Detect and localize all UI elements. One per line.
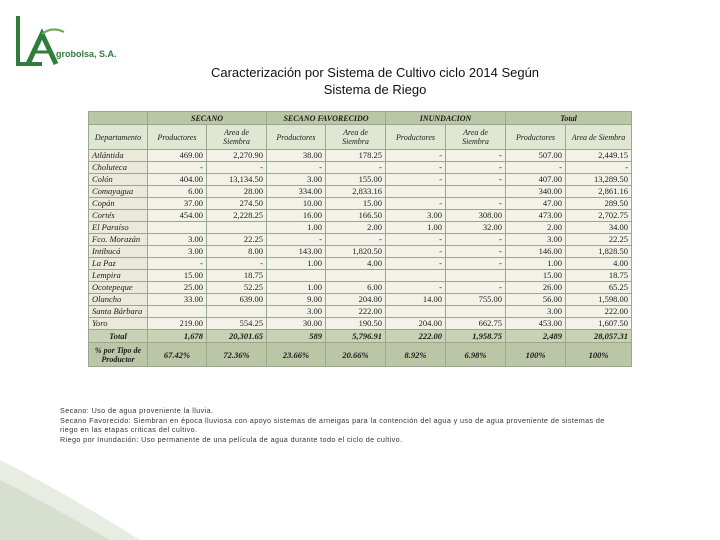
department-name: Ocotepeque [89,282,148,294]
table-cell: 38.00 [267,150,326,162]
table-cell: 22.25 [207,234,267,246]
column-header: Productores [148,125,207,150]
table-cell: 190.50 [326,318,386,330]
percentage-cell: 20.66% [326,343,386,367]
total-cell: 2,489 [506,330,566,343]
table-cell: - [267,162,326,174]
table-cell: 65.25 [566,282,632,294]
group-header-blank [89,112,148,125]
percentage-label: % por Tipo de Productor [89,343,148,367]
table-cell: 6.00 [326,282,386,294]
table-cell: 404.00 [148,174,207,186]
note-secano-favorecido: Secano Favorecido: Siembran en época lluviosa con apoyo sistemas de arneigas para la contención del agua y uso de agua proveniente de sistemas de riego en las etapas criticas del cultivo. [60,415,605,435]
table-cell: 507.00 [506,150,566,162]
page-title [150,64,600,98]
table-cell: 37.00 [148,198,207,210]
table-cell: 2,861.16 [566,186,632,198]
column-header: Area de Siembra [566,125,632,150]
department-name: La Paz [89,258,148,270]
table-cell: 473.00 [506,210,566,222]
table-cell: 755.00 [446,294,506,306]
total-cell: 20,301.65 [207,330,267,343]
department-name: Cortés [89,210,148,222]
note-secano: Secano: Uso de agua proveniente la lluvia. [60,406,214,415]
title-line-1: Caracterización por Sistema de Cultivo ciclo 2014 Según [210,65,540,80]
table-cell: 22.25 [566,234,632,246]
table-cell: - [446,198,506,210]
table-cell: - [207,162,267,174]
table-cell: 52.25 [207,282,267,294]
table-cell: 2.00 [506,222,566,234]
table-cell: 47.00 [506,198,566,210]
table-cell: 453.00 [506,318,566,330]
total-cell: 28,057.31 [566,330,632,343]
table-cell: - [446,162,506,174]
table-cell: 2,228.25 [207,210,267,222]
decorative-swoosh [0,450,140,540]
total-label: Total [89,330,148,343]
table-cell: 222.00 [566,306,632,318]
table-cell: - [326,162,386,174]
total-row [89,330,632,343]
column-header: Productores [267,125,326,150]
department-name: Comayagua [89,186,148,198]
column-header-row [89,125,632,150]
percentage-cell: 8.92% [386,343,446,367]
column-header: Productores [386,125,446,150]
table-cell: 1,607.50 [566,318,632,330]
table-cell [446,306,506,318]
percentage-row [89,343,632,367]
table-cell: 10.00 [267,198,326,210]
percentage-cell: 100% [506,343,566,367]
department-name: Fco. Morazán [89,234,148,246]
department-name: Olancho [89,294,148,306]
table-cell: 15.00 [326,198,386,210]
table-cell [207,222,267,234]
table-cell: 1,828.50 [566,246,632,258]
department-name: Santa Bárbara [89,306,148,318]
table-cell: 469.00 [148,150,207,162]
department-name: Copán [89,198,148,210]
table-cell [207,306,267,318]
table-cell: 6.00 [148,186,207,198]
table-cell: 2,833.16 [326,186,386,198]
agrobolsa-logo-icon [12,12,122,74]
table-cell: 56.00 [506,294,566,306]
table-cell: - [446,282,506,294]
group-header-row [89,112,632,125]
table-cell: 18.75 [566,270,632,282]
total-cell: 1,958.75 [446,330,506,343]
percentage-cell: 72.36% [207,343,267,367]
table-cell [386,186,446,198]
table-row [89,222,632,234]
table-row [89,162,632,174]
table-cell: - [386,162,446,174]
table-cell: - [386,234,446,246]
department-name: Choluteca [89,162,148,174]
table-cell: 143.00 [267,246,326,258]
table-cell: 4.00 [326,258,386,270]
table-cell: 2.00 [326,222,386,234]
table-cell: 15.00 [148,270,207,282]
table-cell: 454.00 [148,210,207,222]
table-cell: - [386,282,446,294]
table-cell: 1,598.00 [566,294,632,306]
table-cell: 407.00 [506,174,566,186]
table-cell: - [386,150,446,162]
table-cell: 26.00 [506,282,566,294]
table-cell [148,222,207,234]
department-name: Lempira [89,270,148,282]
table-cell: 1.00 [386,222,446,234]
table-row [89,186,632,198]
table-cell: 308.00 [446,210,506,222]
table-cell: 15.00 [506,270,566,282]
company-logo [12,12,122,74]
table-cell: - [446,234,506,246]
table-cell: 1.00 [506,258,566,270]
table-row [89,234,632,246]
table-cell: 146.00 [506,246,566,258]
department-name: Yoro [89,318,148,330]
department-name: Colón [89,174,148,186]
table-row [89,294,632,306]
table-cell: 8.00 [207,246,267,258]
table-cell: 30.00 [267,318,326,330]
table-row [89,282,632,294]
table-cell: 32.00 [446,222,506,234]
note-inundacion: Riego por Inundación: Uso permanente de una película de agua durante todo el ciclo de cultivo. [60,434,403,444]
department-name: El Paraíso [89,222,148,234]
table-cell [446,186,506,198]
total-cell: 222.00 [386,330,446,343]
table-cell: 554.25 [207,318,267,330]
table-cell: - [386,258,446,270]
table-cell: - [386,246,446,258]
logo-text: grobolsa, S.A. [56,49,117,59]
table-cell: 33.00 [148,294,207,306]
total-cell: 1,678 [148,330,207,343]
irrigation-table [88,111,632,367]
table-row [89,198,632,210]
total-cell: 5,796.91 [326,330,386,343]
table-cell: 2,702.75 [566,210,632,222]
table-cell: 13,289.50 [566,174,632,186]
table-cell: 1.00 [267,258,326,270]
table-cell: 155.00 [326,174,386,186]
table-cell: 3.00 [148,246,207,258]
table-cell: 222.00 [326,306,386,318]
table-cell: 28.00 [207,186,267,198]
table-cell: - [326,234,386,246]
table-cell: - [446,150,506,162]
table-cell: - [386,174,446,186]
table-cell [267,270,326,282]
title-line-2: Sistema de Riego [323,82,427,97]
table-row [89,306,632,318]
table-cell [326,270,386,282]
group-header-inundacion: INUNDACION [386,112,506,125]
table-cell: 4.00 [566,258,632,270]
table-cell: 16.00 [267,210,326,222]
table-cell: - [207,258,267,270]
table-row [89,174,632,186]
column-header: Departamento [89,125,148,150]
table-row [89,258,632,270]
table-cell [148,306,207,318]
table-cell: 3.00 [386,210,446,222]
table-cell: 3.00 [506,234,566,246]
total-cell: 589 [267,330,326,343]
table-row [89,270,632,282]
table-cell: 340.00 [506,186,566,198]
table-cell: - [148,162,207,174]
table-row [89,318,632,330]
table-cell: 334.00 [267,186,326,198]
table-cell: 2,449.15 [566,150,632,162]
group-header-secano: SECANO [148,112,267,125]
table-cell: - [446,246,506,258]
table-cell: 639.00 [207,294,267,306]
table-cell: 3.00 [267,306,326,318]
table-body [89,150,632,330]
table-cell: 25.00 [148,282,207,294]
table-cell: 34.00 [566,222,632,234]
definitions-notes [60,406,620,444]
column-header: Productores [506,125,566,150]
percentage-cell: 100% [566,343,632,367]
table-cell: 18.75 [207,270,267,282]
table-cell: 178.25 [326,150,386,162]
table-cell: 1.00 [267,282,326,294]
table-cell: 3.00 [267,174,326,186]
table-cell: 166.50 [326,210,386,222]
table-cell: 204.00 [386,318,446,330]
table-cell: 204.00 [326,294,386,306]
table-cell: - [446,174,506,186]
table-cell [386,270,446,282]
department-name: Atlántida [89,150,148,162]
table-cell: 274.50 [207,198,267,210]
group-header-secano-favorecido: SECANO FAVORECIDO [267,112,386,125]
column-header: Area de Siembra [326,125,386,150]
table-cell: 2,270.90 [207,150,267,162]
table-cell: - [506,162,566,174]
table-cell: 9.00 [267,294,326,306]
table-cell: - [386,198,446,210]
table-cell: 1.00 [267,222,326,234]
percentage-cell: 6.98% [446,343,506,367]
table-row [89,210,632,222]
percentage-cell: 23.66% [267,343,326,367]
table-row [89,246,632,258]
table-cell: - [446,258,506,270]
table-cell: - [148,258,207,270]
table-cell: - [566,162,632,174]
table-cell: - [267,234,326,246]
table-row [89,150,632,162]
table-cell [446,270,506,282]
table-cell [386,306,446,318]
table-cell: 3.00 [506,306,566,318]
percentage-cell: 67.42% [148,343,207,367]
table-cell: 219.00 [148,318,207,330]
table-cell: 662.75 [446,318,506,330]
table-cell: 3.00 [148,234,207,246]
column-header: Area de Siembra [446,125,506,150]
table-cell: 13,134.50 [207,174,267,186]
table-cell: 14.00 [386,294,446,306]
group-header-total: Total [506,112,632,125]
table-cell: 1,820.50 [326,246,386,258]
table-cell: 289.50 [566,198,632,210]
column-header: Area de Siembra [207,125,267,150]
department-name: Intibucá [89,246,148,258]
